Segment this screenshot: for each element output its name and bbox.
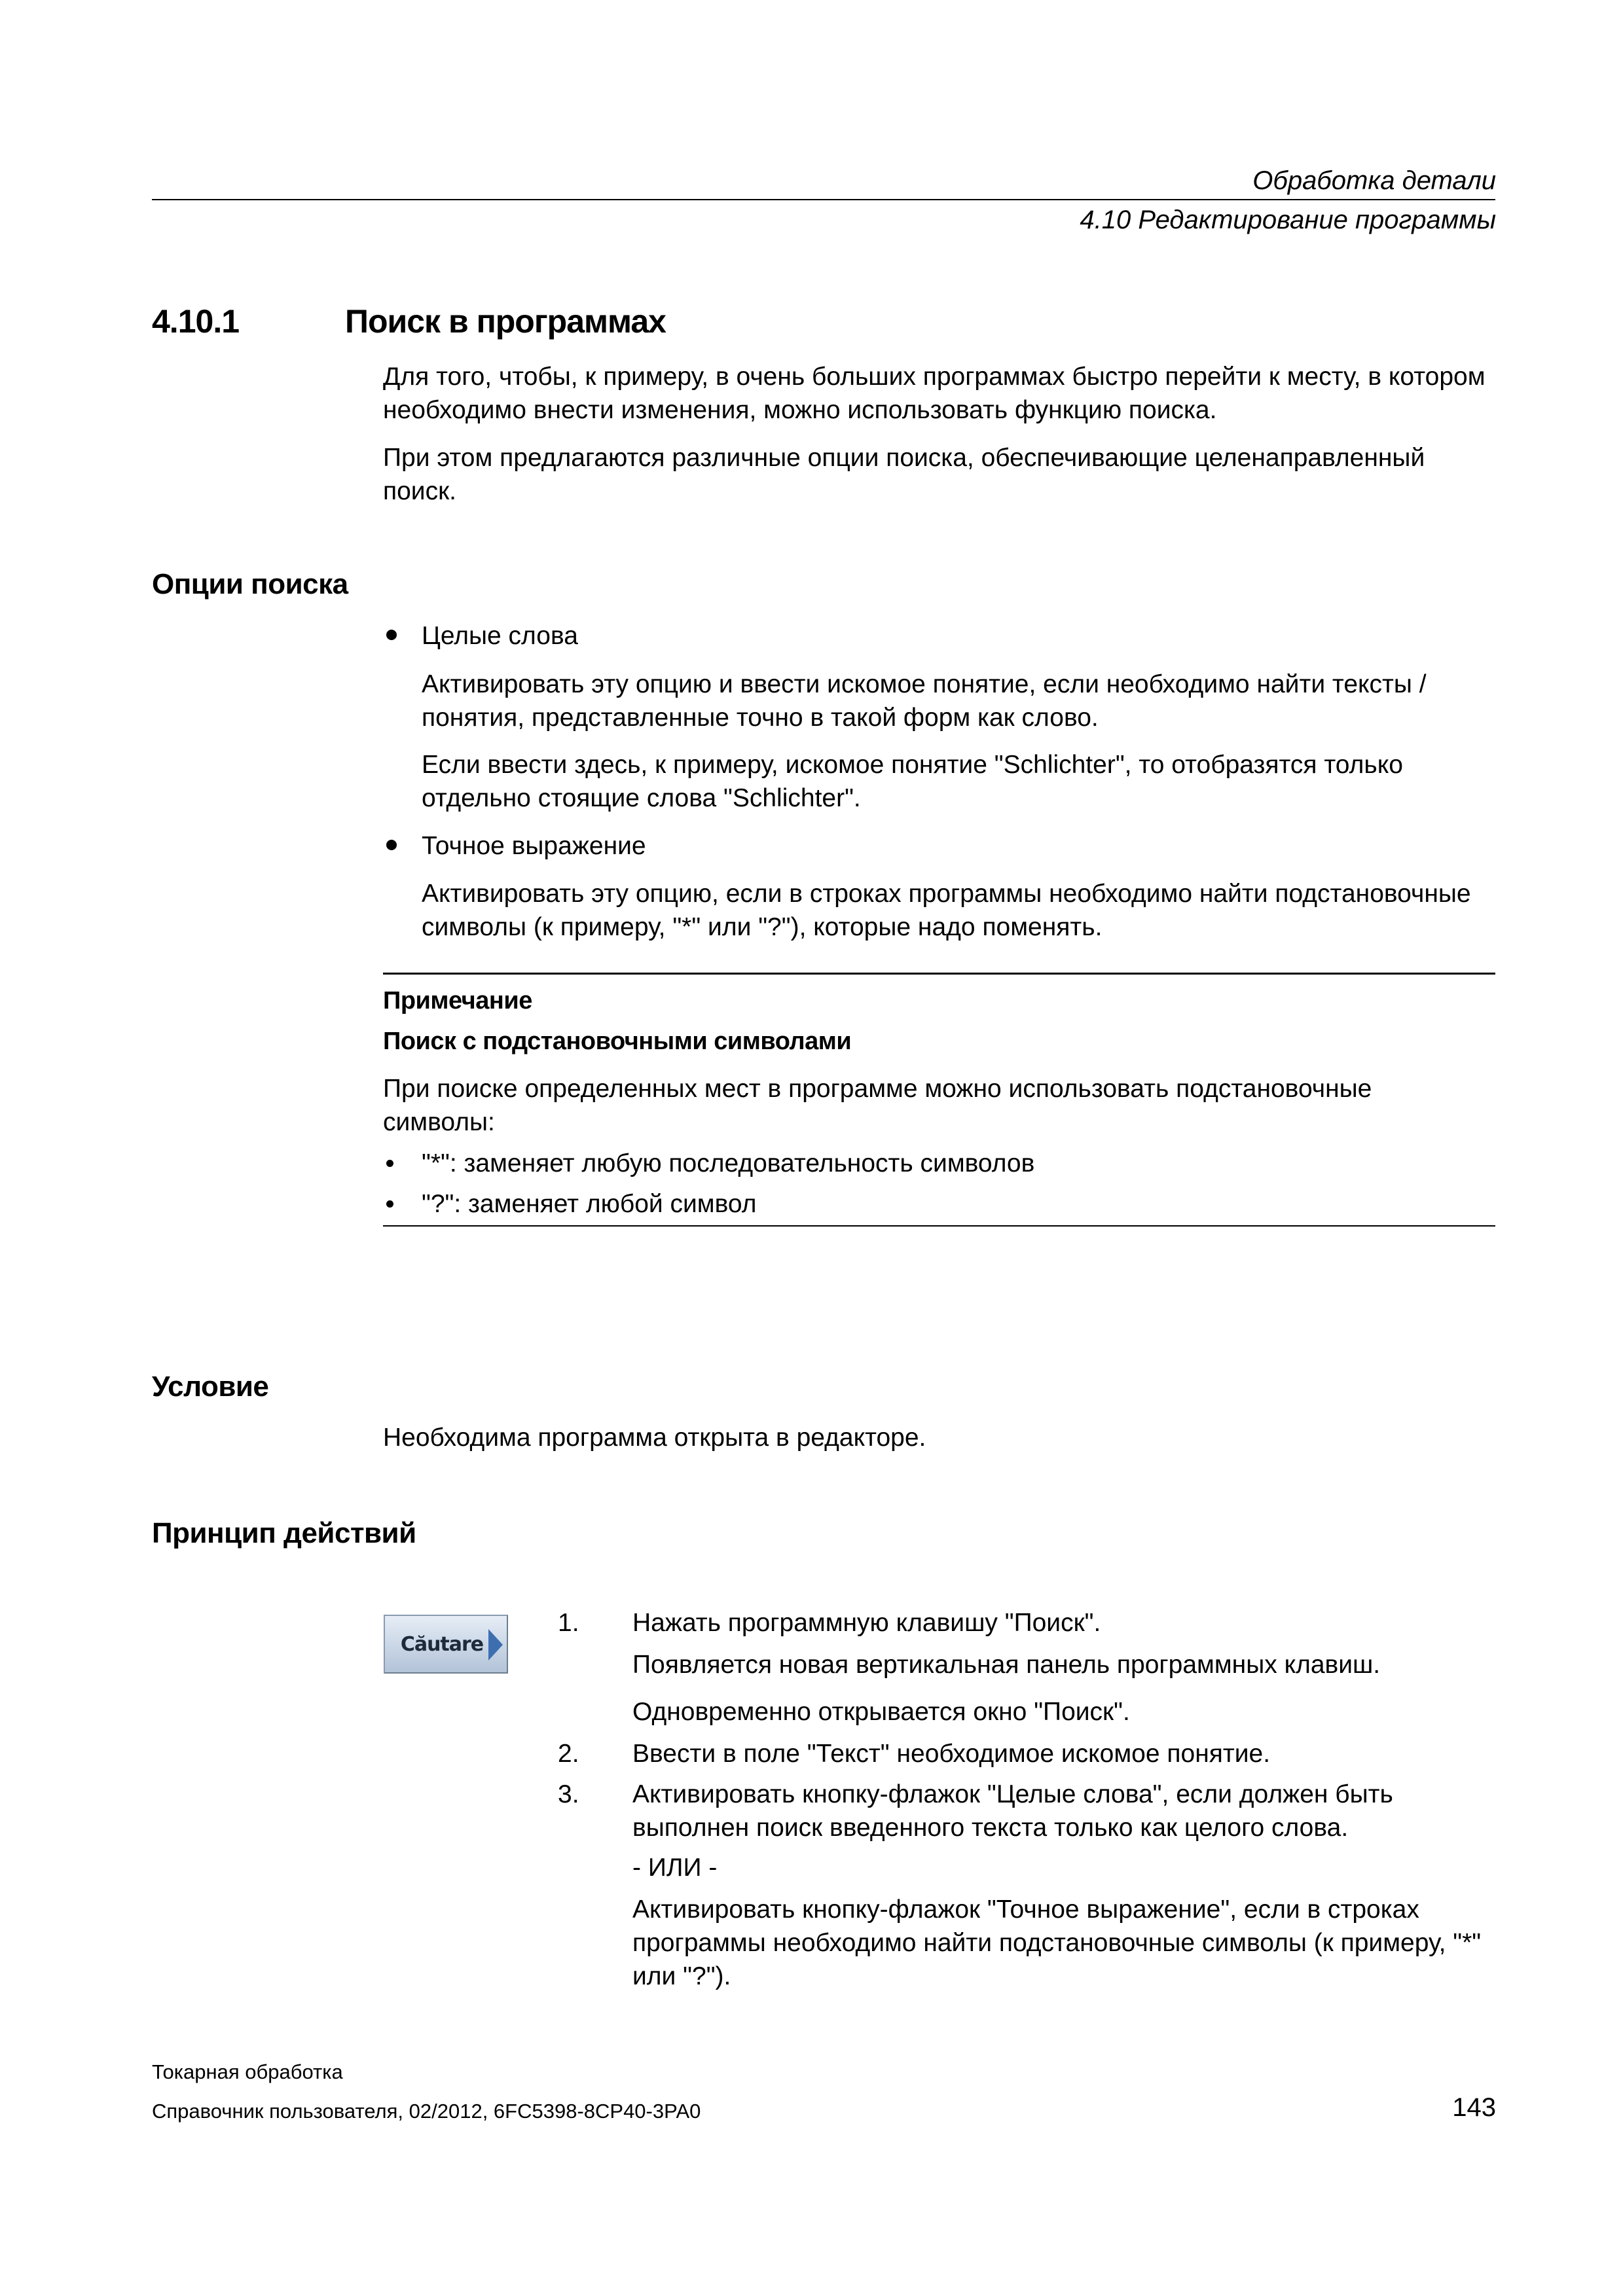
bullet-icon (386, 840, 397, 850)
section-number: 4.10.1 (152, 303, 240, 340)
page-number: 143 (1452, 2093, 1496, 2122)
step-text: Одновременно открывается окно "Поиск". (632, 1698, 1130, 1726)
bullet-icon (386, 630, 397, 640)
softkey-label: Căutare (400, 1632, 484, 1656)
note-item: "?": заменяет любой символ (422, 1190, 757, 1218)
intro-paragraph: При этом предлагаются различные опции поиска, обеспечивающие целенаправленный поиск. (383, 444, 1425, 505)
search-options-heading: Опции поиска (152, 568, 348, 600)
bullet-icon (386, 1160, 393, 1167)
note-text: При поиске определенных мест в программе можно использовать подстановочные символы: (383, 1075, 1372, 1136)
step-text: - ИЛИ - (632, 1854, 718, 1882)
note-label: Примечание (383, 987, 532, 1014)
note-item: "*": заменяет любую последовательность символов (422, 1149, 1035, 1177)
step-number: 3. (558, 1780, 579, 1808)
footer-product: Токарная обработка (152, 2060, 343, 2083)
header-rule (152, 199, 1495, 200)
step-number: 1. (558, 1609, 579, 1637)
option-description: Если ввести здесь, к примеру, искомое понятие "Schlichter", то отобразятся только отдельно стоящие слова "Schlichter". (422, 751, 1403, 812)
step-text: Активировать кнопку-флажок "Точное выражение", если в строках программы необходимо найти подстановочные символы (к примеру, "*" или "?"). (632, 1895, 1482, 1990)
note-bottom-rule (383, 1225, 1495, 1227)
option-label: Точное выражение (422, 832, 646, 860)
search-softkey[interactable] (384, 1615, 508, 1674)
option-description: Активировать эту опцию и ввести искомое понятие, если необходимо найти тексты / понятия, представленные точно в такой форм как слово. (422, 670, 1427, 732)
intro-paragraph: Для того, чтобы, к примеру, в очень больших программах быстро перейти к месту, в котором необходимо внести изменения, можно использовать функцию поиска. (383, 363, 1486, 424)
step-text: Появляется новая вертикальная панель программных клавиш. (632, 1651, 1381, 1679)
bullet-icon (386, 1200, 393, 1208)
right-arrow-icon (488, 1629, 503, 1660)
step-text: Нажать программную клавишу "Поиск". (632, 1609, 1101, 1637)
procedure-heading: Принцип действий (152, 1517, 416, 1549)
section-title: Поиск в программах (345, 303, 666, 340)
condition-heading: Условие (152, 1371, 269, 1403)
step-number: 2. (558, 1740, 579, 1768)
option-description: Активировать эту опцию, если в строках программы необходимо найти подстановочные символы (к примеру, "*" или "?"), которые надо поменять. (422, 880, 1471, 941)
option-label: Целые слова (422, 622, 578, 650)
note-top-rule (383, 973, 1495, 975)
footer-document-id: Справочник пользователя, 02/2012, 6FC5398-8CP40-3PA0 (152, 2100, 701, 2123)
header-section: 4.10 Редактирование программы (1080, 206, 1496, 234)
header-chapter: Обработка детали (1252, 166, 1496, 195)
step-text: Ввести в поле "Текст" необходимое искомое понятие. (632, 1740, 1271, 1768)
step-text: Активировать кнопку-флажок "Целые слова", если должен быть выполнен поиск введенного текста только как целого слова. (632, 1780, 1393, 1842)
note-title: Поиск с подстановочными символами (383, 1028, 852, 1055)
condition-text: Необходима программа открыта в редакторе. (383, 1424, 926, 1452)
